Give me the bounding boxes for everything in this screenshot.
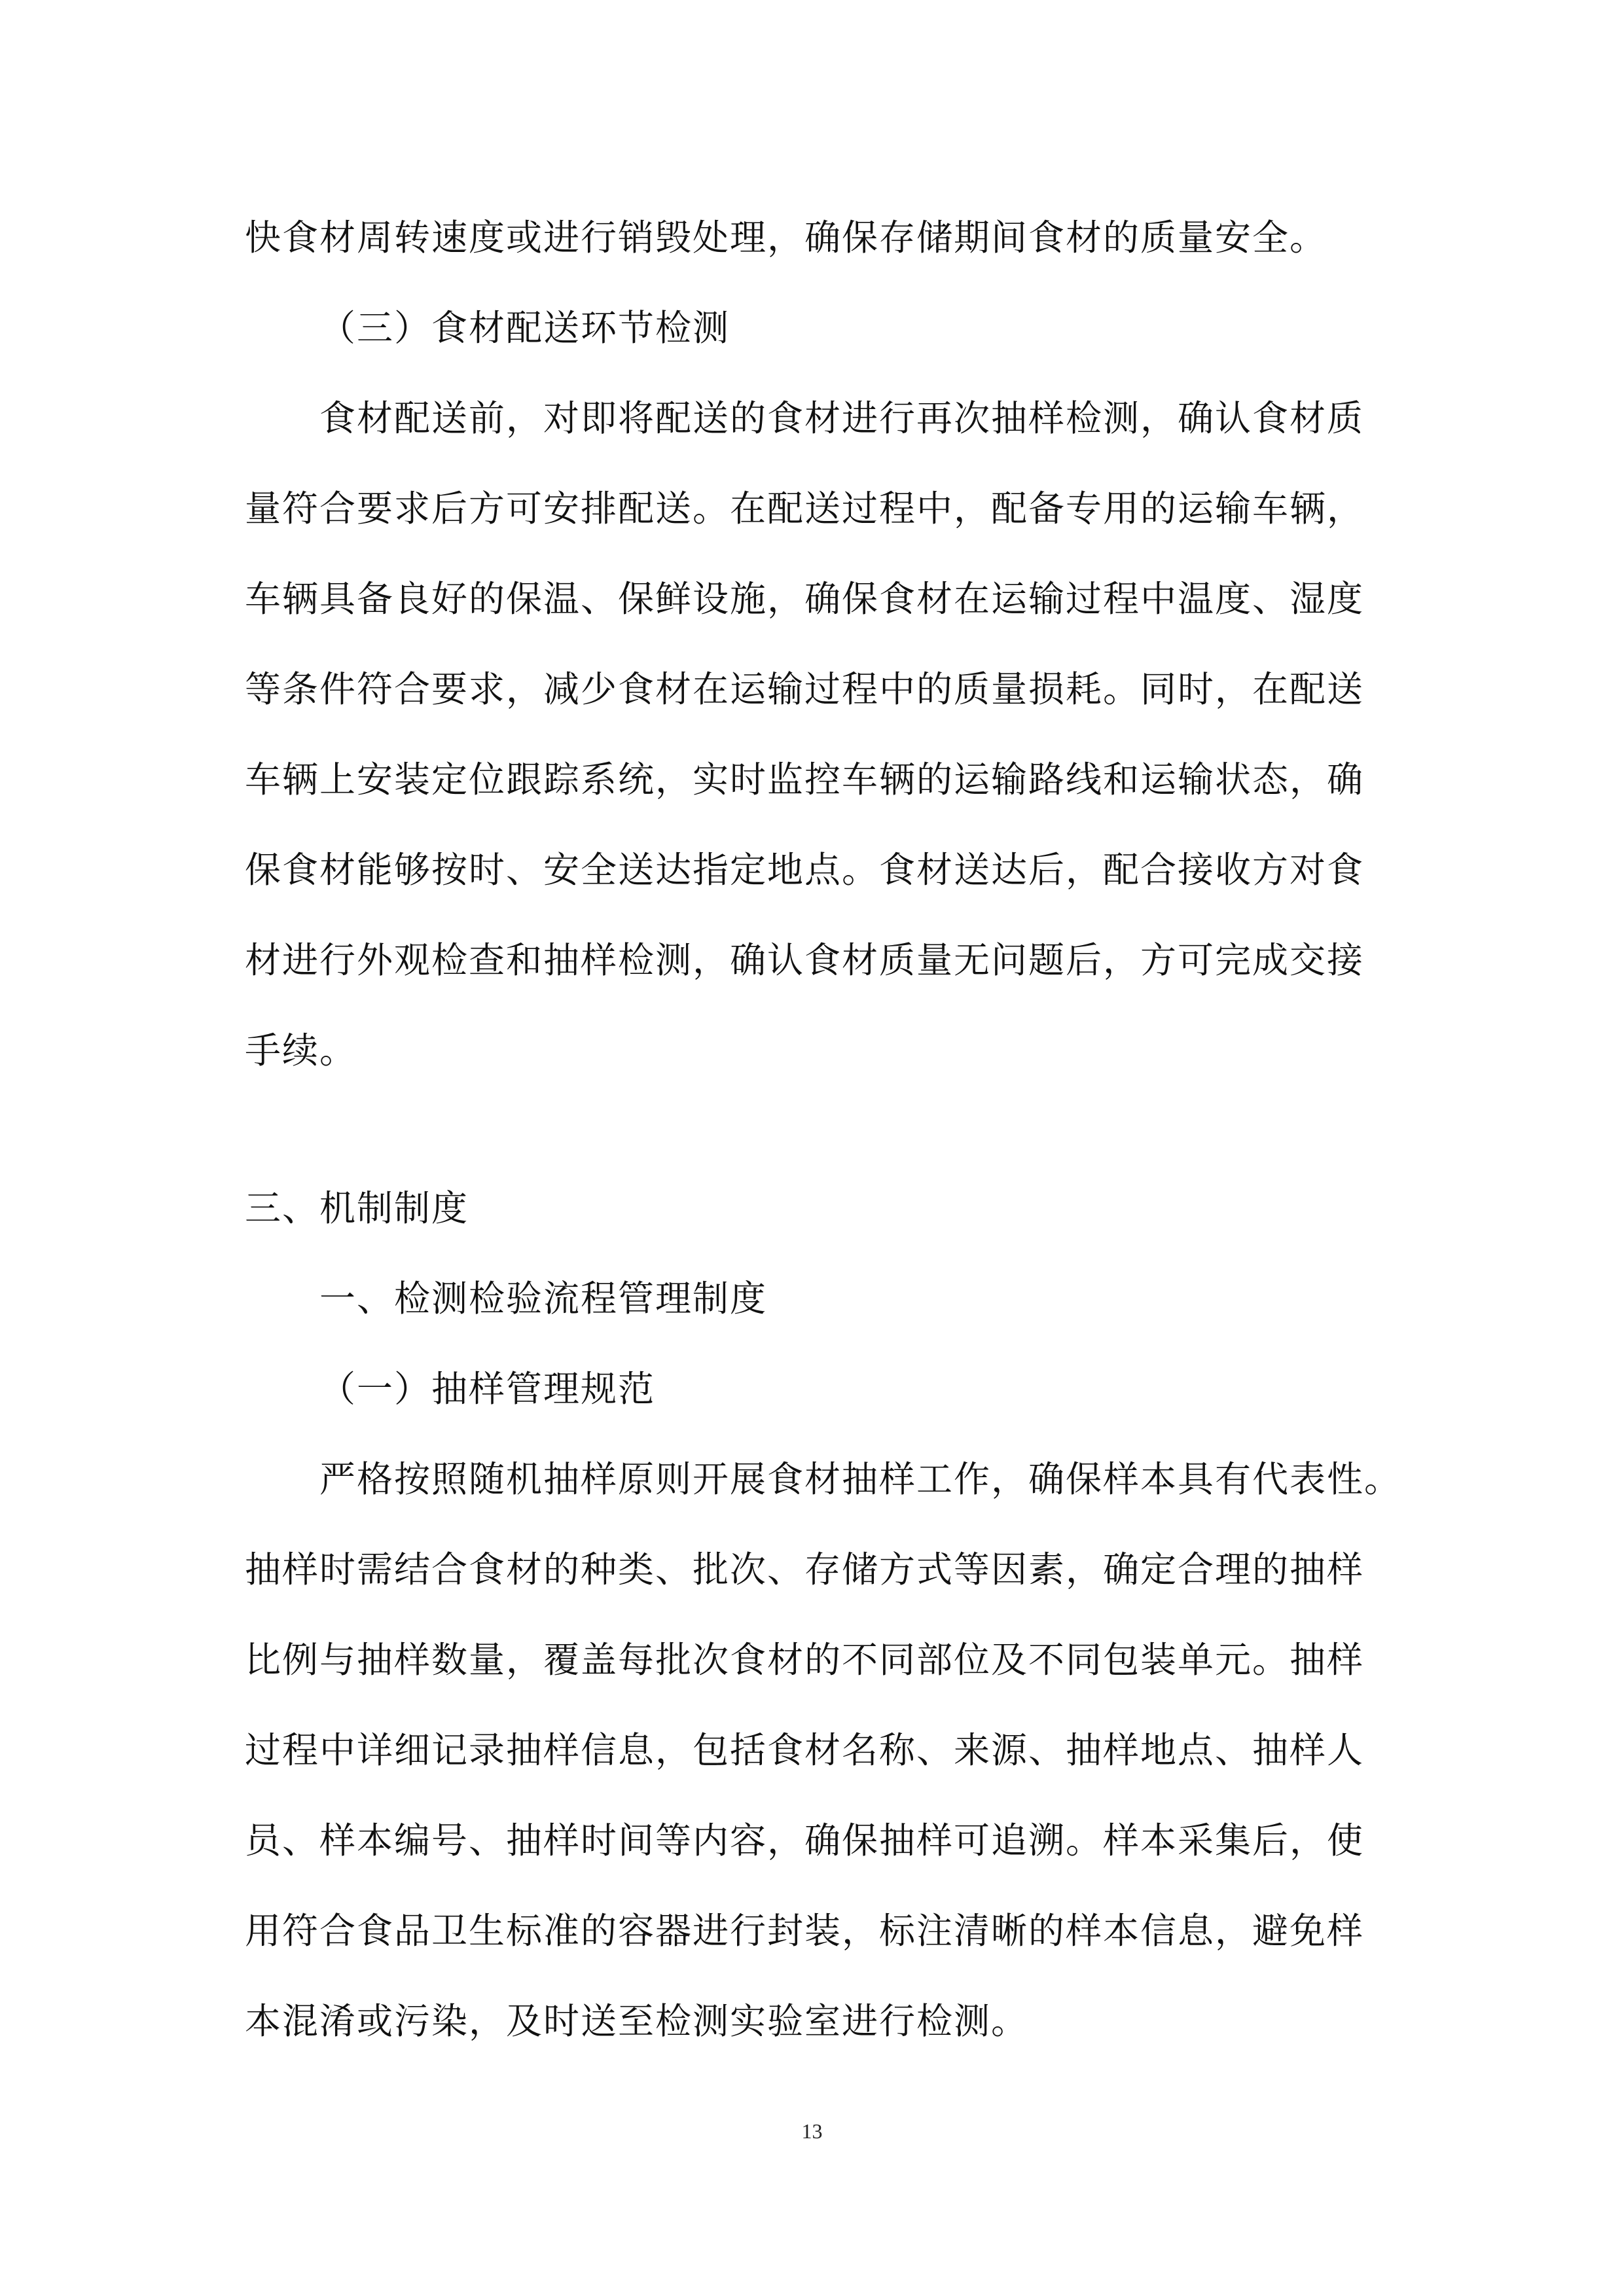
body-line: 严格按照随机抽样原则开展食材抽样工作，确保样本具有代表性。 xyxy=(319,1458,1402,1500)
body-line: 食材配送前，对即将配送的食材进行再次抽样检测，确认食材质 xyxy=(319,397,1365,439)
page-number: 13 xyxy=(801,2119,823,2143)
body-line: 量符合要求后方可安排配送。在配送过程中，配备专用的运输车辆， xyxy=(245,488,1365,529)
body-line: 过程中详细记录抽样信息，包括食材名称、来源、抽样地点、抽样人 xyxy=(245,1729,1365,1771)
body-line: 快食材周转速度或进行销毁处理，确保存储期间食材的质量安全。 xyxy=(245,217,1327,259)
body-line: 比例与抽样数量，覆盖每批次食材的不同部位及不同包装单元。抽样 xyxy=(245,1639,1365,1681)
body-line: 员、样本编号、抽样时间等内容，确保抽样可追溯。样本采集后，使 xyxy=(245,1820,1365,1861)
text-block-delivery-inspection xyxy=(245,192,1381,1096)
text-block-mechanism xyxy=(245,1163,1402,2066)
body-line: 抽样时需结合食材的种类、批次、存储方式等因素，确定合理的抽样 xyxy=(245,1549,1365,1590)
body-line: 车辆具备良好的保温、保鲜设施，确保食材在运输过程中温度、湿度 xyxy=(245,578,1365,620)
body-line: 手续。 xyxy=(245,1030,357,1071)
subsection-heading: 一、检测检验流程管理制度 xyxy=(319,1278,768,1319)
body-line: 保食材能够按时、安全送达指定地点。食材送达后，配合接收方对食 xyxy=(245,849,1365,891)
section-heading: 三、机制制度 xyxy=(245,1187,469,1229)
body-line: 车辆上安装定位跟踪系统，实时监控车辆的运输路线和运输状态，确 xyxy=(245,759,1365,800)
subsection-heading: （一）抽样管理规范 xyxy=(319,1368,656,1410)
body-line: 材进行外观检查和抽样检测，确认食材质量无问题后，方可完成交接 xyxy=(245,939,1365,981)
body-line: 等条件符合要求，减少食材在运输过程中的质量损耗。同时，在配送 xyxy=(245,668,1365,710)
subsection-heading: （三）食材配送环节检测 xyxy=(319,307,731,349)
body-line: 本混淆或污染，及时送至检测实验室进行检测。 xyxy=(245,2000,1029,2042)
body-line: 用符合食品卫生标准的容器进行封装，标注清晰的样本信息，避免样 xyxy=(245,1910,1365,1952)
